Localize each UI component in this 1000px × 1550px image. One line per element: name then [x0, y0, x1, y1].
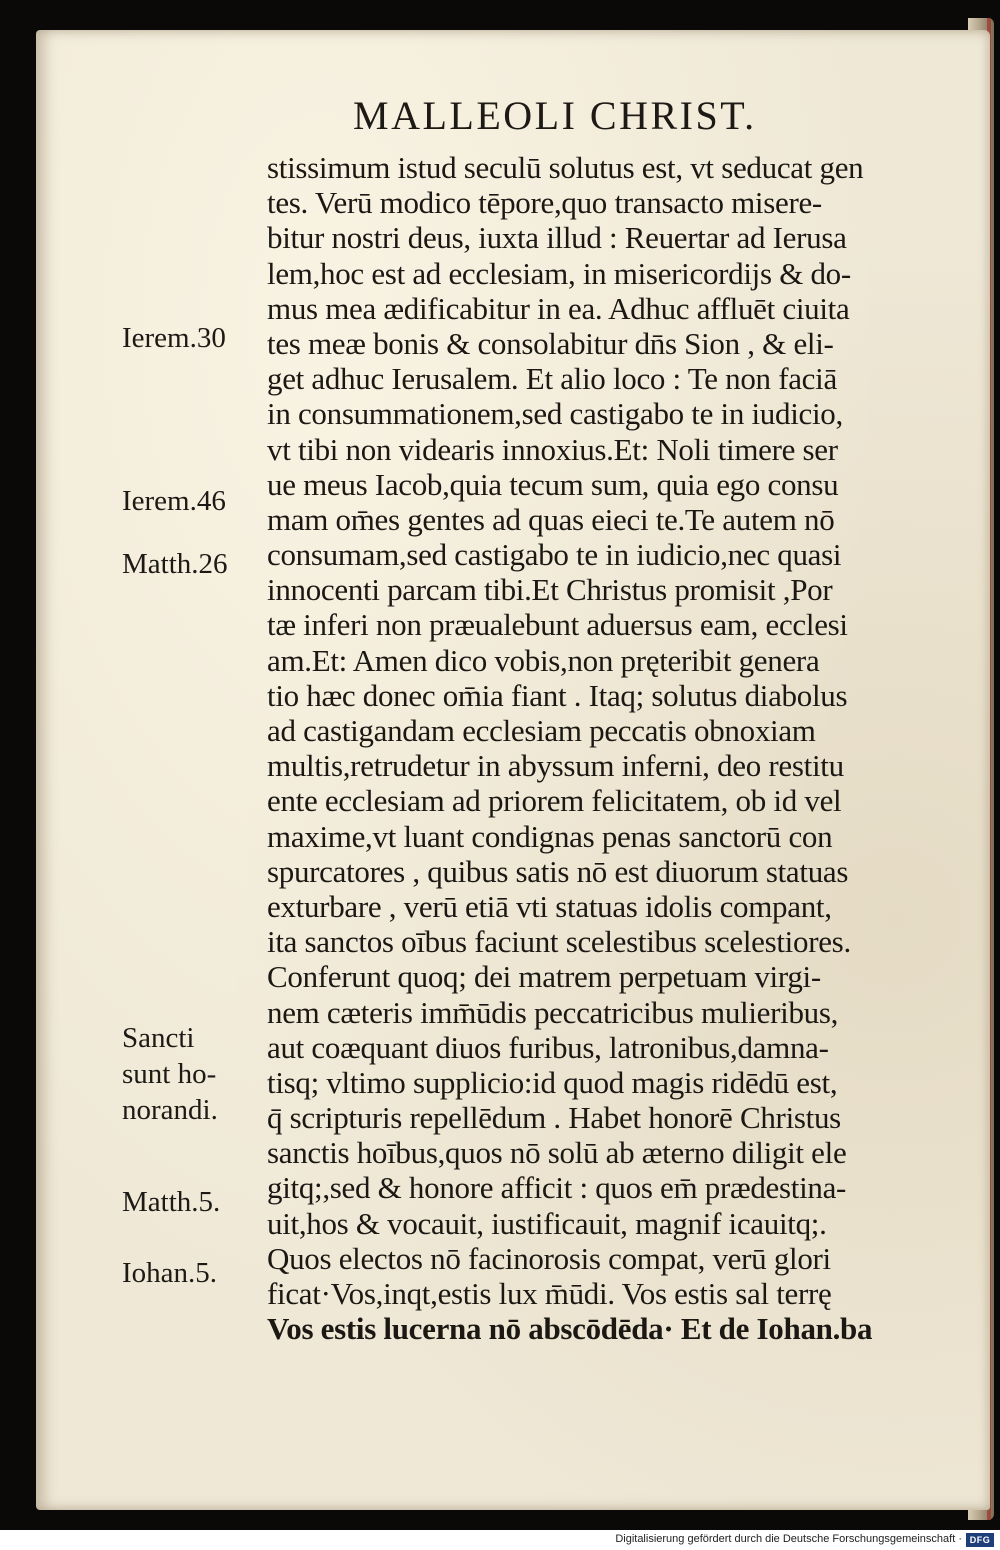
- text-line: tio hæc donec om̄ia fiant . Itaq; solutus diabolus: [267, 677, 848, 713]
- text-line: nem cæteris imm̄ūdis peccatricibus mulieribus,: [267, 994, 839, 1030]
- text-line: sanctis hoībus,quos nō solū ab æterno diligit ele: [267, 1135, 847, 1171]
- text-line: vt tibi non videaris innoxius.Et: Noli timere ser: [267, 431, 838, 467]
- text-line: q̄ scripturis repellēdum . Habet honorē Christus: [267, 1100, 841, 1136]
- footer-bar: [0, 1530, 1000, 1550]
- text-line: spurcatores , quibus satis nō est diuorum statuas: [267, 853, 849, 889]
- text-line: consumam,sed castigabo te in iudicio,nec quasi: [267, 537, 842, 573]
- text-line: am.Et: Amen dico vobis,non pręteribit genera: [267, 642, 820, 678]
- margin-note: Matth.26: [122, 548, 228, 580]
- text-line: tes meæ bonis & consolabitur dn̄s Sion , & eli-: [267, 325, 834, 361]
- footer-credit: Digitalisierung gefördert durch die Deutsche Forschungsgemeinschaft ·: [615, 1533, 962, 1545]
- text-line: in consummationem,sed castigabo te in iudicio,: [267, 396, 843, 432]
- text-line: multis,retrudetur in abyssum inferni, deo restitu: [267, 748, 844, 784]
- text-line: stissimum istud seculū solutus est, vt seducat gen: [267, 150, 864, 185]
- text-line: uit,hos & vocauit, iustificauit, magnif icauitq;.: [267, 1205, 827, 1241]
- margin-note: Ierem.46: [122, 485, 226, 517]
- text-line: get adhuc Ierusalem. Et alio loco : Te non faciā: [267, 361, 837, 397]
- text-line: Quos electos nō facinorosis compat, verū glori: [267, 1240, 831, 1276]
- text-line: gitq;,sed & honore afficit : quos em̄ prædestina-: [267, 1170, 847, 1206]
- text-line: tisq; vltimo supplicio:id quod magis ridēdū est,: [267, 1064, 838, 1100]
- running-head: MALLEOLI CHRIST.: [353, 93, 757, 138]
- margin-note: sunt ho-: [122, 1058, 217, 1090]
- text-line: Conferunt quoq; dei matrem perpetuam virgi-: [267, 959, 821, 995]
- text-line: ita sanctos oībus faciunt scelestibus scelestiores.: [267, 924, 851, 960]
- text-line: tes. Verū modico tēpore,quo transacto misere-: [267, 185, 822, 221]
- text-line: bitur nostri deus, iuxta illud : Reuertar ad Ierusa: [267, 220, 847, 256]
- text-line: exturbare , verū etiā vti statuas idolis compant,: [267, 888, 832, 924]
- text-line: ficat·Vos,inqt,estis lux m̄ūdi. Vos estis sal terrę: [267, 1276, 832, 1311]
- margin-note: Ierem.30: [122, 322, 226, 354]
- text-line: tæ inferi non præualebunt aduersus eam, ecclesi: [267, 607, 848, 643]
- text-line: mus mea ædificabitur in ea. Adhuc affluēt ciuita: [267, 290, 850, 326]
- body-text: [267, 150, 927, 1346]
- text-line: aut coæquant diuos furibus, latronibus,damna-: [267, 1029, 829, 1065]
- text-line: lem,hoc est ad ecclesiam, in misericordijs & do-: [267, 255, 851, 291]
- text-line: ue meus Iacob,quia tecum sum, quia ego consu: [267, 466, 839, 502]
- margin-note: Sancti: [122, 1022, 195, 1054]
- margin-note: Matth.5.: [122, 1186, 221, 1218]
- margin-note: norandi.: [122, 1094, 218, 1126]
- margin-note: Iohan.5.: [122, 1257, 218, 1289]
- dfg-logo: DFG: [966, 1533, 994, 1547]
- text-line: mam om̄es gentes ad quas eieci te.Te autem nō: [267, 501, 835, 537]
- text-line: maxime,vt luant condignas penas sanctorū con: [267, 818, 833, 854]
- text-line: ente ecclesiam ad priorem felicitatem, ob id vel: [267, 783, 842, 819]
- text-line: Vos estis lucerna nō abscōdēda· Et de Iohan.ba: [267, 1311, 873, 1347]
- text-line: ad castigandam ecclesiam peccatis obnoxiam: [267, 713, 816, 748]
- text-line: innocenti parcam tibi.Et Christus promisit ,Por: [267, 572, 833, 608]
